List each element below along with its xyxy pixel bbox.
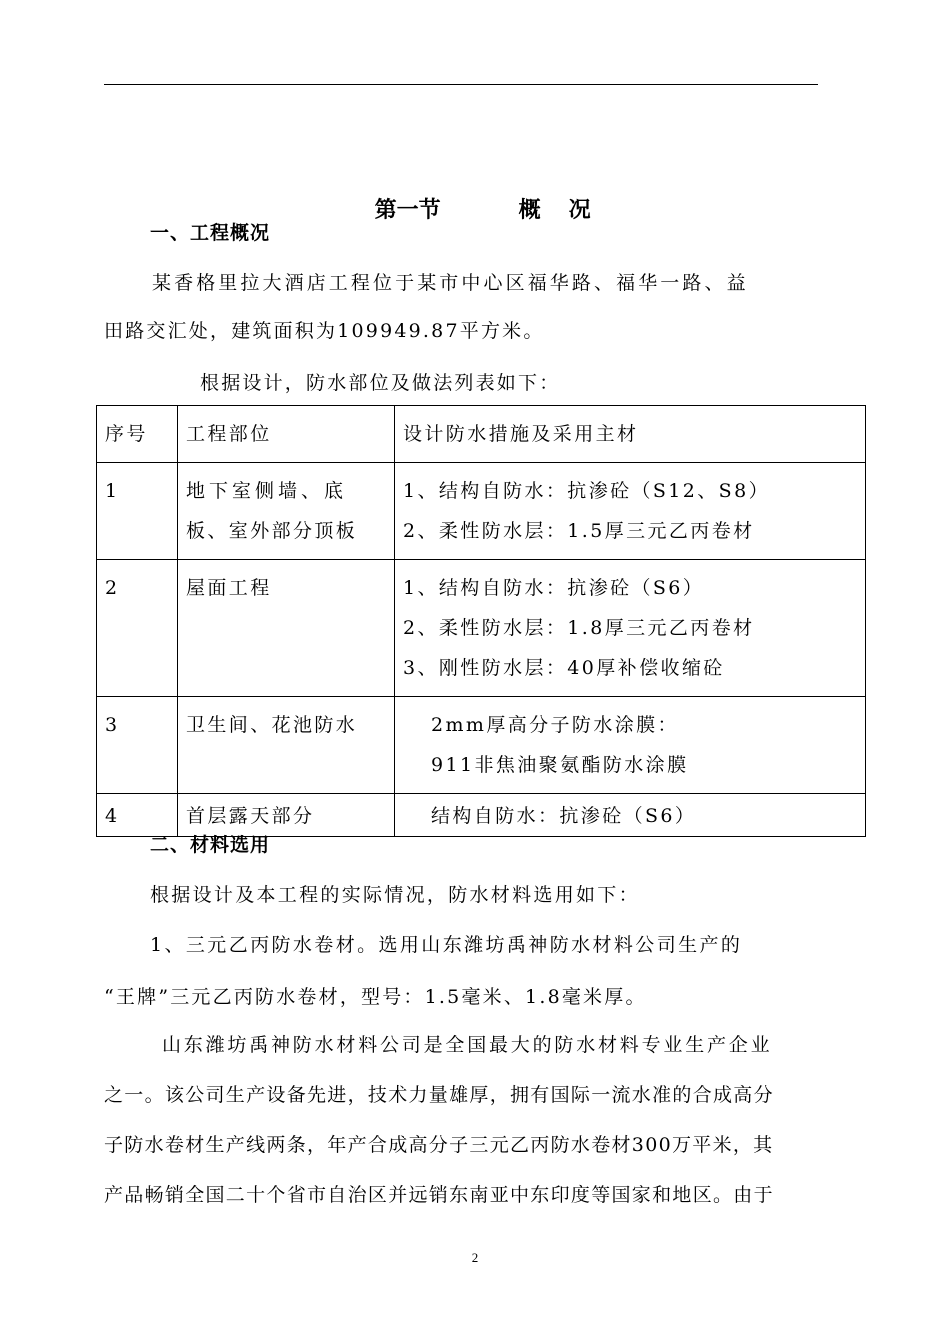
- table-row: [97, 697, 866, 794]
- chapter-title-char-2: 况: [568, 198, 591, 223]
- waterproofing-table: [96, 405, 866, 837]
- company-para-line-3: 子防水卷材生产线两条，年产合成高分子三元乙丙防水卷材300万平米，其: [104, 1134, 774, 1156]
- header-rule: [104, 84, 818, 85]
- item-1-line-1: 1、三元乙丙防水卷材。选用山东潍坊禹神防水材料公司生产的: [150, 934, 743, 956]
- row-part-line: 地下室侧墙、底: [186, 480, 348, 502]
- row-part: 首层露天部分: [178, 794, 395, 837]
- measure-line: 2、柔性防水层：1.8厚三元乙丙卷材: [403, 617, 755, 639]
- measure-line: 3、刚性防水层：40厚补偿收缩砼: [403, 657, 725, 679]
- header-no: 序号: [97, 406, 178, 463]
- row-measures: [395, 697, 866, 794]
- table-header-row: [97, 406, 866, 463]
- row-measures: [395, 794, 866, 837]
- company-para-line-4: 产品畅销全国二十个省市自治区并远销东南亚中东印度等国家和地区。由于: [104, 1184, 774, 1206]
- measure-line: 911非焦油聚氨酯防水涂膜: [431, 754, 689, 776]
- row-measures: [395, 463, 866, 560]
- row-measures: [395, 560, 866, 697]
- row-part-line: 板、室外部分顶板: [186, 520, 358, 542]
- header-measures: 设计防水措施及采用主材: [395, 406, 866, 463]
- section-2-heading: 二、材料选用: [150, 834, 271, 856]
- row-no: 3: [97, 697, 178, 794]
- table-row: [97, 560, 866, 697]
- measure-line: 1、结构自防水：抗渗砼（S6）: [403, 577, 705, 599]
- page-number: 2: [471, 1250, 479, 1265]
- section-2-intro: 根据设计及本工程的实际情况，防水材料选用如下：: [150, 884, 640, 906]
- row-part: [178, 463, 395, 560]
- row-no: 4: [97, 794, 178, 837]
- row-no: 2: [97, 560, 178, 697]
- row-part: 屋面工程: [178, 560, 395, 697]
- section-1-heading: 一、工程概况: [150, 222, 271, 244]
- header-part: 工程部位: [178, 406, 395, 463]
- chapter-title-char-1: 概: [518, 198, 541, 223]
- table-intro: 根据设计，防水部位及做法列表如下：: [200, 372, 561, 394]
- measure-line: 2、柔性防水层：1.5厚三元乙丙卷材: [403, 520, 755, 542]
- chapter-number: 第一节: [374, 198, 441, 223]
- row-part: 卫生间、花池防水: [178, 697, 395, 794]
- item-1-line-2: “王牌”三元乙丙防水卷材，型号：1.5毫米、1.8毫米厚。: [104, 986, 647, 1008]
- table-row: [97, 463, 866, 560]
- chapter-title: [0, 168, 950, 224]
- measure-line: 2mm厚高分子防水涂膜：: [431, 714, 679, 736]
- company-para-line-1: 山东潍坊禹神防水材料公司是全国最大的防水材料专业生产企业: [162, 1034, 773, 1056]
- measure-line: 结构自防水：抗渗砼（S6）: [431, 805, 697, 827]
- measure-line: 1、结构自防水：抗渗砼（S12、S8）: [403, 480, 770, 502]
- row-no: 1: [97, 463, 178, 560]
- company-para-line-2: 之一。该公司生产设备先进，技术力量雄厚，拥有国际一流水准的合成高分: [104, 1084, 774, 1106]
- section-1-para-line-2: 田路交汇处，建筑面积为109949.87平方米。: [104, 320, 545, 342]
- section-1-para-line-1: 某香格里拉大酒店工程位于某市中心区福华路、福华一路、益: [152, 272, 749, 294]
